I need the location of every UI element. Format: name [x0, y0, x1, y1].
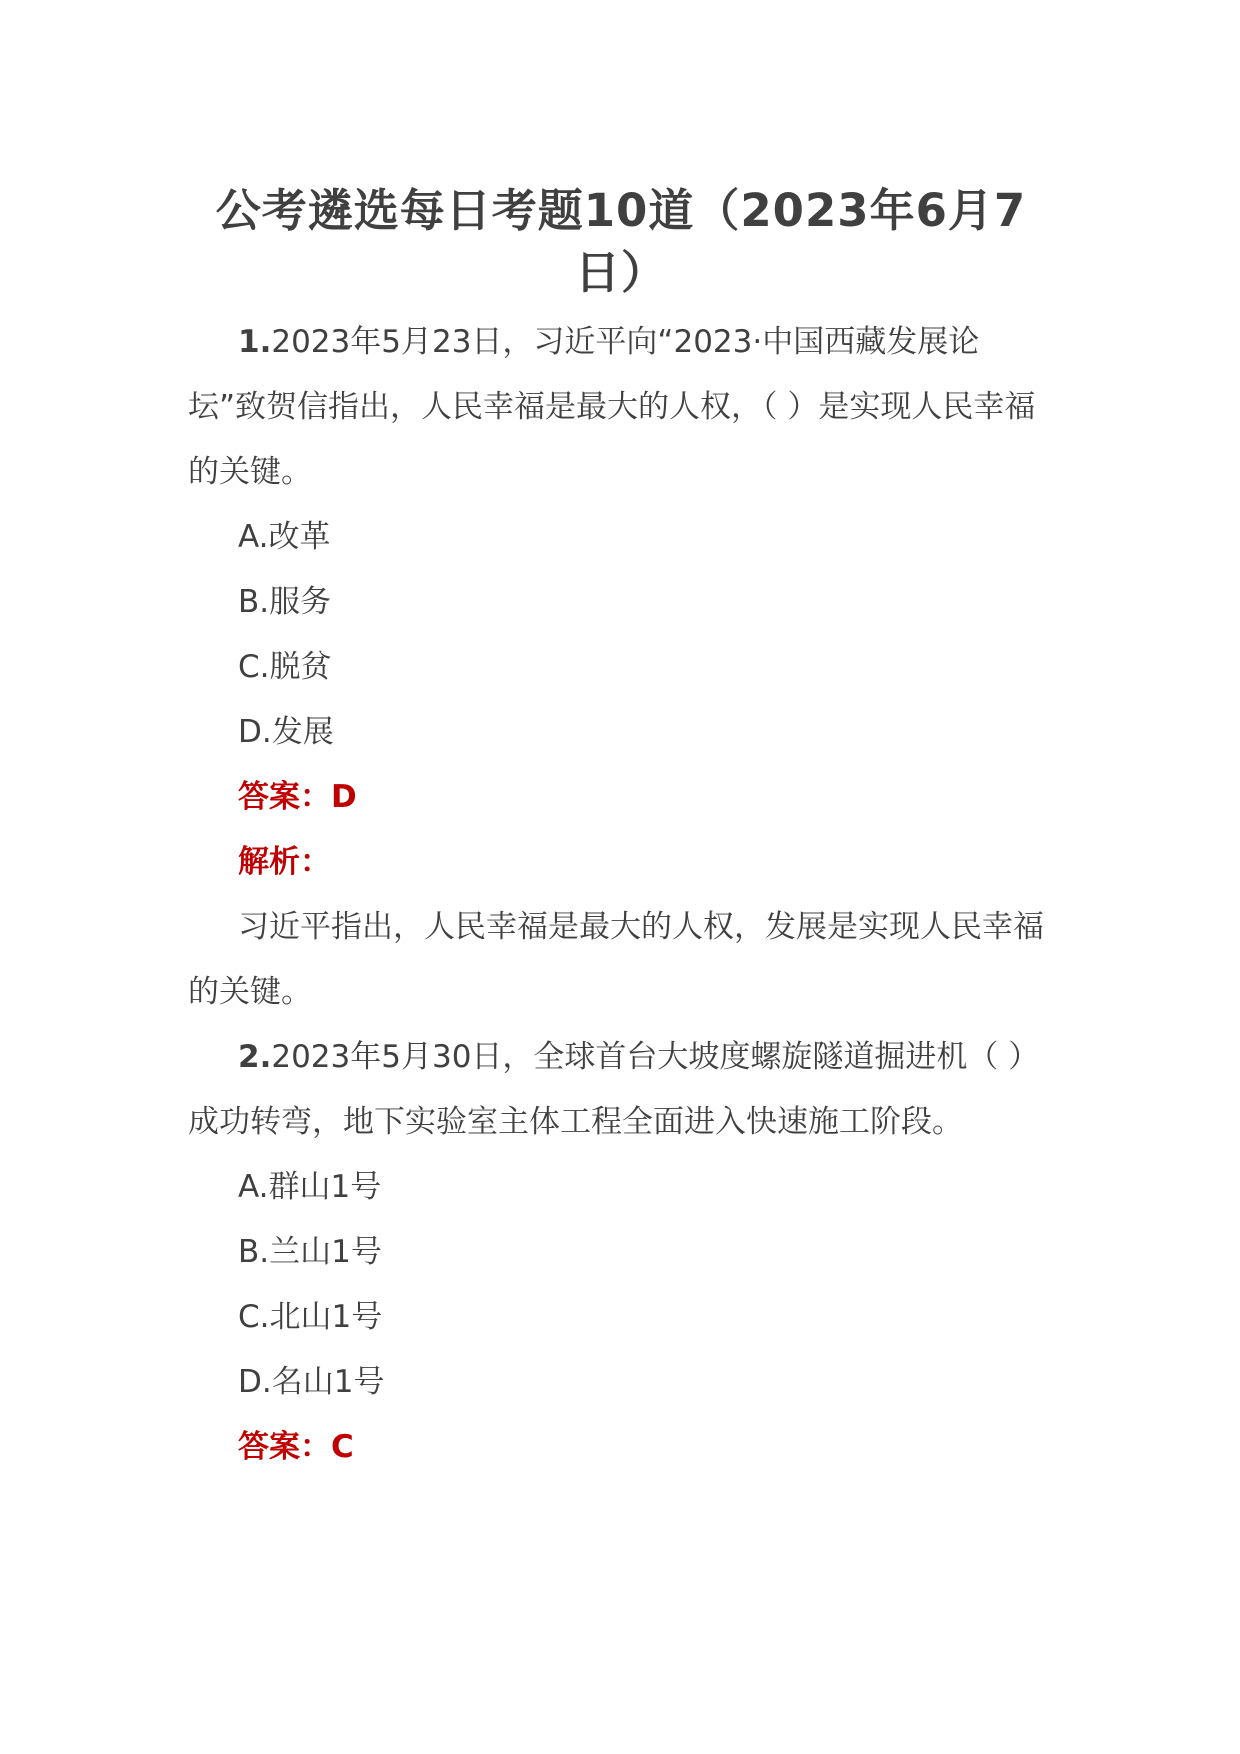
analysis-text-1: 习近平指出，人民幸福是最大的人权，发展是实现人民幸福的关键。: [188, 909, 1044, 1010]
option-b: B.服务: [238, 584, 332, 620]
option-a: A.改革: [238, 519, 331, 555]
document-title: 公考遴选每日考题10道（2023年6月7日）: [215, 184, 1027, 299]
answer-1: 答案：D: [238, 779, 357, 815]
question-1: [188, 310, 1054, 505]
question-number: 2.: [238, 1039, 272, 1075]
question-stem: 2023年5月30日，全球首台大坡度螺旋隧道掘进机（ ）成功转弯，地下实验室主体工程全面进入快速施工阶段。: [188, 1039, 1040, 1140]
question-stem: 2023年5月23日，习近平向“2023·中国西藏发展论坛”致贺信指出，人民幸福是最大的人权，（ ）是实现人民幸福的关键。: [188, 324, 1036, 490]
option-a: A.群山1号: [238, 1169, 382, 1205]
option-b: B.兰山1号: [238, 1234, 382, 1270]
answer-2: 答案：C: [238, 1429, 354, 1465]
question-2: [188, 1025, 1054, 1155]
question-number: 1.: [238, 324, 272, 360]
document-page: [188, 180, 1054, 1480]
option-d: D.名山1号: [238, 1364, 385, 1400]
analysis-label-1: 解析：: [238, 844, 331, 880]
option-d: D.发展: [238, 714, 334, 750]
option-c: C.北山1号: [238, 1299, 383, 1335]
option-c: C.脱贫: [238, 649, 332, 685]
